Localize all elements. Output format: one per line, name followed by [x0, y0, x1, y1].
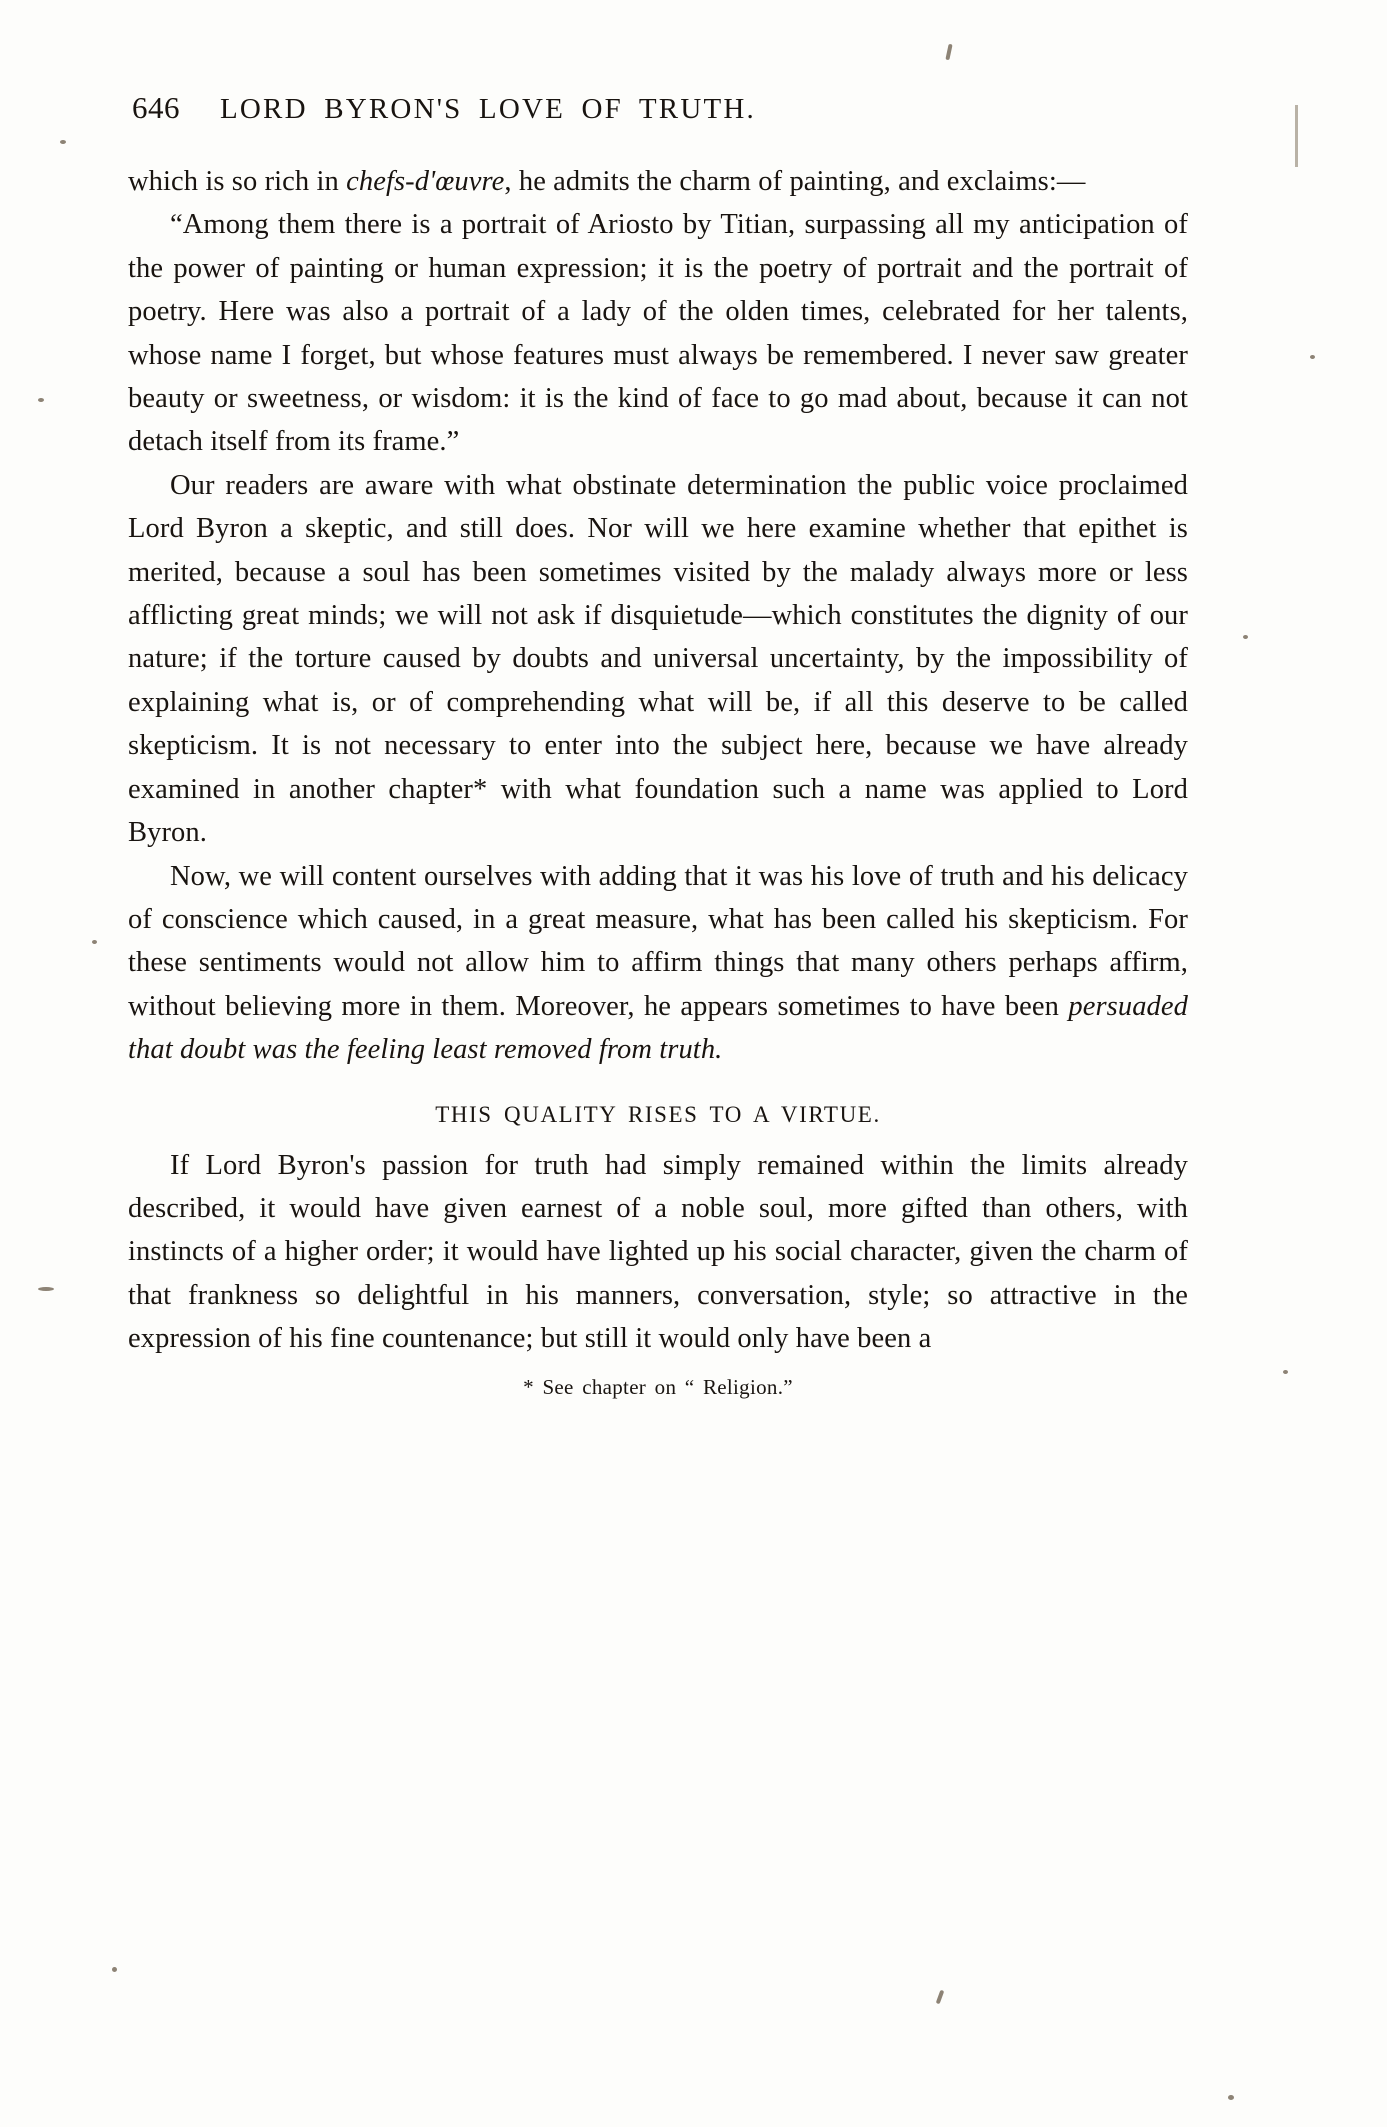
page-speck	[38, 1287, 54, 1291]
paragraph-1-text-part-2: , he admits the charm of painting, and exclaims:—	[504, 166, 1086, 197]
paragraph-1-text-part-1: which is so rich in	[128, 166, 347, 197]
page-speck	[38, 398, 44, 402]
page-speck	[112, 1967, 117, 1972]
page-speck	[945, 44, 952, 60]
page-speck	[60, 140, 66, 144]
paragraph-5: If Lord Byron's passion for truth had simply remained within the limits already described, it would have given earnest of a noble soul, more gifted than others, with instincts of a higher order; it would have lighted up his social character, given the charm of that frankness so delightful in his manners, conversation, style; so attractive in the expression of his fine countenance; but still it would only have been a	[128, 1149, 1188, 1355]
page-speck	[92, 940, 97, 944]
page-speck	[1228, 2095, 1234, 2100]
running-title: LORD BYRON'S LOVE OF TRUTH.	[220, 93, 756, 125]
page-content	[128, 90, 1188, 1400]
page-speck	[1243, 635, 1248, 639]
page-speck	[1283, 1370, 1288, 1374]
page-number: 646	[132, 90, 180, 125]
section-subheading: THIS QUALITY RISES TO A VIRTUE.	[435, 1101, 881, 1127]
paragraph-4-text-part-1: Now, we will content ourselves with adding that it was his love of truth and his delicacy of conscience which caused, in a great measure, what has been called his skepticism. For these sentiments would not allow him to affirm things that many others perhaps affirm, without believing more in them. Moreover, he appears sometimes to have been	[128, 860, 1188, 1022]
page-header	[128, 90, 1188, 126]
paragraph-1	[128, 160, 1188, 203]
paragraph-3: Our readers are aware with what obstinate determination the public voice proclaimed Lord Byron a skeptic, and still does. Nor will we here examine whether that epithet is merited, because a soul has been sometimes visited by the malady always more or less afflicting great minds; we will not ask if disquietude—which constitutes the dignity of our nature; if the torture caused by doubts and universal uncertainty, by the impossibility of explaining what is, or of comprehending what will be, if all this deserve to be called skepticism. It is not necessary to enter into the subject here, because we have already examined in another chapter* with what foundation such a name was applied to Lord Byron.	[128, 469, 1188, 849]
paragraph-1-italic-phrase: chefs-d'œuvre	[346, 166, 505, 197]
paragraph-4	[128, 855, 1188, 1072]
footnote: * See chapter on “ Religion.”	[523, 1374, 793, 1399]
paragraph-2: “Among them there is a portrait of Ariosto by Titian, surpassing all my anticipation of the power of painting or human expression; it is the poetry of portrait and the portrait of poetry. Here was also a portrait of a lady of the olden times, celebrated for her talents, whose name I forget, but whose features must always be remembered. I never saw greater beauty or sweetness, or wisdom: it is the kind of face to go mad about, because it can not detach itself from its frame.”	[128, 209, 1188, 458]
page-speck	[1310, 355, 1315, 359]
page-speck	[936, 1990, 945, 2005]
page-edge-mark-right	[1295, 105, 1298, 167]
paragraph-4-italic-phrase: persuaded that doubt was the feeling least removed from truth.	[128, 990, 1188, 1066]
